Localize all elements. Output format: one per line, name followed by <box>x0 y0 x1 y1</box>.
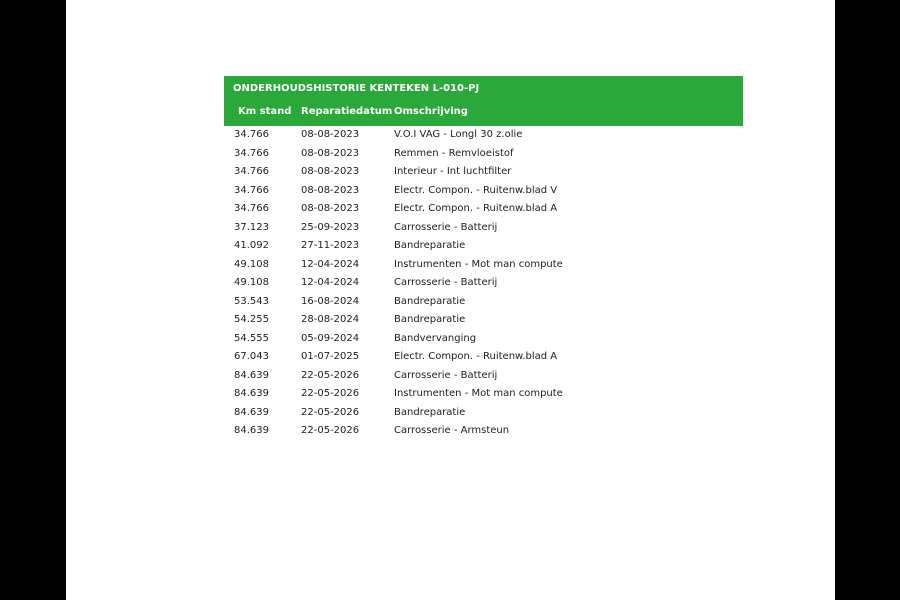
cell-description: Interieur - Int luchtfilter <box>394 166 512 177</box>
cell-date: 08-08-2023 <box>301 147 360 159</box>
cell-km: 41.092 <box>234 240 269 251</box>
table-row <box>224 200 743 219</box>
cell-description: Instrumenten - Mot man compute <box>394 388 563 399</box>
cell-km: 34.766 <box>234 147 269 159</box>
table-row <box>224 219 743 238</box>
cell-km: 84.639 <box>234 369 269 381</box>
table-row <box>224 237 743 256</box>
cell-description: Carrosserie - Armsteun <box>394 425 510 436</box>
cell-km: 34.766 <box>234 166 269 177</box>
cell-description: Instrumenten - Mot man compute <box>394 258 563 270</box>
cell-km: 84.639 <box>234 425 269 436</box>
cell-description: Bandreparatie <box>394 314 466 325</box>
cell-date: 27-11-2023 <box>301 240 360 251</box>
cell-description: Carrosserie - Batterij <box>394 369 498 381</box>
cell-date: 16-08-2024 <box>301 295 360 307</box>
table-row <box>224 404 743 423</box>
column-header-km: Km stand <box>238 106 292 117</box>
cell-description: Bandreparatie <box>394 240 466 251</box>
table-row <box>224 293 743 312</box>
cell-date: 08-08-2023 <box>301 184 360 196</box>
cell-date: 25-09-2023 <box>301 221 360 233</box>
history-title: ONDERHOUDSHISTORIE KENTEKEN L-010-PJ <box>233 83 480 94</box>
cell-km: 34.766 <box>234 184 269 196</box>
cell-km: 37.123 <box>234 221 269 233</box>
column-headers <box>224 102 743 122</box>
cell-km: 49.108 <box>234 277 269 288</box>
cell-description: Bandreparatie <box>394 295 466 307</box>
table-row <box>224 256 743 275</box>
cell-date: 22-05-2026 <box>301 406 360 418</box>
table-row <box>224 145 743 164</box>
cell-date: 05-09-2024 <box>301 332 360 344</box>
cell-description: Electr. Compon. - Ruitenw.blad V <box>394 184 558 196</box>
document-page <box>66 0 835 600</box>
cell-description: V.O.I VAG - Longl 30 z.olie <box>394 129 523 140</box>
cell-date: 28-08-2024 <box>301 314 360 325</box>
cell-date: 22-05-2026 <box>301 425 360 436</box>
table-row <box>224 330 743 349</box>
cell-date: 22-05-2026 <box>301 388 360 399</box>
cell-date: 22-05-2026 <box>301 369 360 381</box>
cell-km: 84.639 <box>234 388 269 399</box>
history-header <box>224 76 743 126</box>
cell-km: 84.639 <box>234 406 269 418</box>
column-header-date: Reparatiedatum <box>301 106 393 117</box>
cell-km: 34.766 <box>234 129 269 140</box>
cell-km: 53.543 <box>234 295 269 307</box>
cell-description: Remmen - Remvloeistof <box>394 147 514 159</box>
table-row <box>224 348 743 367</box>
cell-description: Carrosserie - Batterij <box>394 277 498 288</box>
maintenance-history <box>224 76 743 441</box>
cell-km: 54.255 <box>234 314 269 325</box>
cell-date: 08-08-2023 <box>301 166 360 177</box>
cell-description: Bandvervanging <box>394 332 477 344</box>
cell-description: Carrosserie - Batterij <box>394 221 498 233</box>
cell-date: 12-04-2024 <box>301 258 360 270</box>
table-row <box>224 182 743 201</box>
cell-km: 34.766 <box>234 203 269 214</box>
cell-km: 67.043 <box>234 351 269 362</box>
cell-description: Electr. Compon. - Ruitenw.blad A <box>394 351 558 362</box>
column-header-description: Omschrijving <box>394 106 468 117</box>
cell-date: 12-04-2024 <box>301 277 360 288</box>
cell-description: Electr. Compon. - Ruitenw.blad A <box>394 203 558 214</box>
cell-description: Bandreparatie <box>394 406 466 418</box>
table-row <box>224 311 743 330</box>
cell-km: 54.555 <box>234 332 269 344</box>
table-row <box>224 126 743 145</box>
table-row <box>224 422 743 441</box>
table-row <box>224 385 743 404</box>
table-row <box>224 367 743 386</box>
cell-km: 49.108 <box>234 258 269 270</box>
cell-date: 08-08-2023 <box>301 129 360 140</box>
cell-date: 08-08-2023 <box>301 203 360 214</box>
history-rows <box>224 126 743 441</box>
table-row <box>224 163 743 182</box>
cell-date: 01-07-2025 <box>301 351 360 362</box>
table-row <box>224 274 743 293</box>
